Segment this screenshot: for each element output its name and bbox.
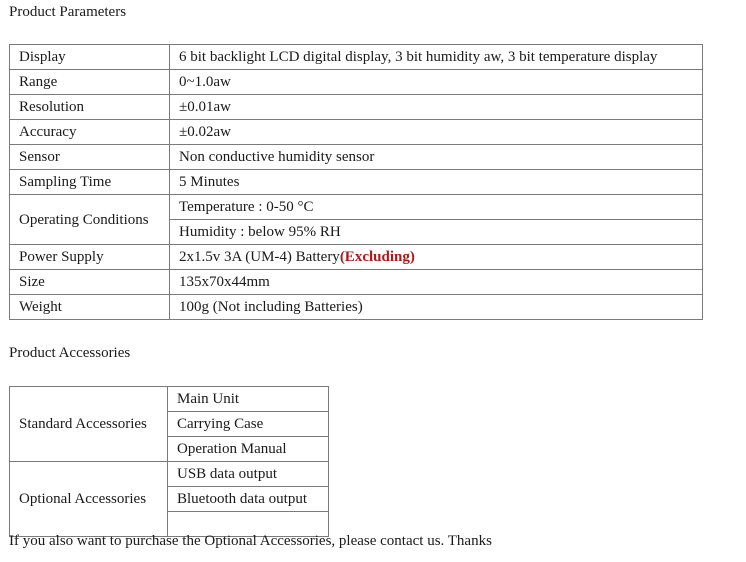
param-value: Humidity : below 95% RH — [170, 220, 703, 245]
table-row — [10, 45, 703, 70]
accessory-item: Carrying Case — [168, 412, 329, 437]
product-accessories-table — [9, 386, 329, 537]
accessory-group-label: Optional Accessories — [10, 462, 168, 537]
table-row — [10, 270, 703, 295]
table-row — [10, 145, 703, 170]
param-value: Non conductive humidity sensor — [170, 145, 703, 170]
table-row — [10, 295, 703, 320]
param-value: ±0.01aw — [170, 95, 703, 120]
param-label: Display — [10, 45, 170, 70]
param-label: Operating Conditions — [10, 195, 170, 245]
product-parameters-heading: Product Parameters — [9, 4, 127, 20]
table-row — [10, 70, 703, 95]
param-value: ±0.02aw — [170, 120, 703, 145]
param-value: Temperature : 0-50 °C — [170, 195, 703, 220]
param-label: Accuracy — [10, 120, 170, 145]
table-row — [10, 120, 703, 145]
table-row — [10, 245, 703, 270]
accessory-group-label: Standard Accessories — [10, 387, 168, 462]
param-value: 6 bit backlight LCD digital display, 3 bit humidity aw, 3 bit temperature display — [170, 45, 703, 70]
accessory-item: Operation Manual — [168, 437, 329, 462]
param-label: Range — [10, 70, 170, 95]
param-value: 100g (Not including Batteries) — [170, 295, 703, 320]
param-label: Weight — [10, 295, 170, 320]
param-value — [170, 245, 703, 270]
accessory-item: Bluetooth data output — [168, 487, 329, 512]
param-label: Sensor — [10, 145, 170, 170]
param-label: Power Supply — [10, 245, 170, 270]
param-label: Size — [10, 270, 170, 295]
param-label: Resolution — [10, 95, 170, 120]
accessory-item: Main Unit — [168, 387, 329, 412]
power-supply-text: 2x1.5v 3A (UM-4) Battery — [179, 249, 340, 265]
param-label: Sampling Time — [10, 170, 170, 195]
product-accessories-heading: Product Accessories — [9, 345, 131, 361]
contact-note: If you also want to purchase the Optional Accessories, please contact us. Thanks — [9, 533, 492, 549]
table-row — [10, 170, 703, 195]
param-value: 135x70x44mm — [170, 270, 703, 295]
accessory-item: USB data output — [168, 462, 329, 487]
table-row — [10, 387, 329, 412]
table-row — [10, 462, 329, 487]
param-value: 5 Minutes — [170, 170, 703, 195]
param-value: 0~1.0aw — [170, 70, 703, 95]
excluding-highlight: (Excluding) — [339, 249, 415, 265]
table-row — [10, 195, 703, 220]
product-parameters-table — [9, 44, 703, 320]
table-row — [10, 95, 703, 120]
